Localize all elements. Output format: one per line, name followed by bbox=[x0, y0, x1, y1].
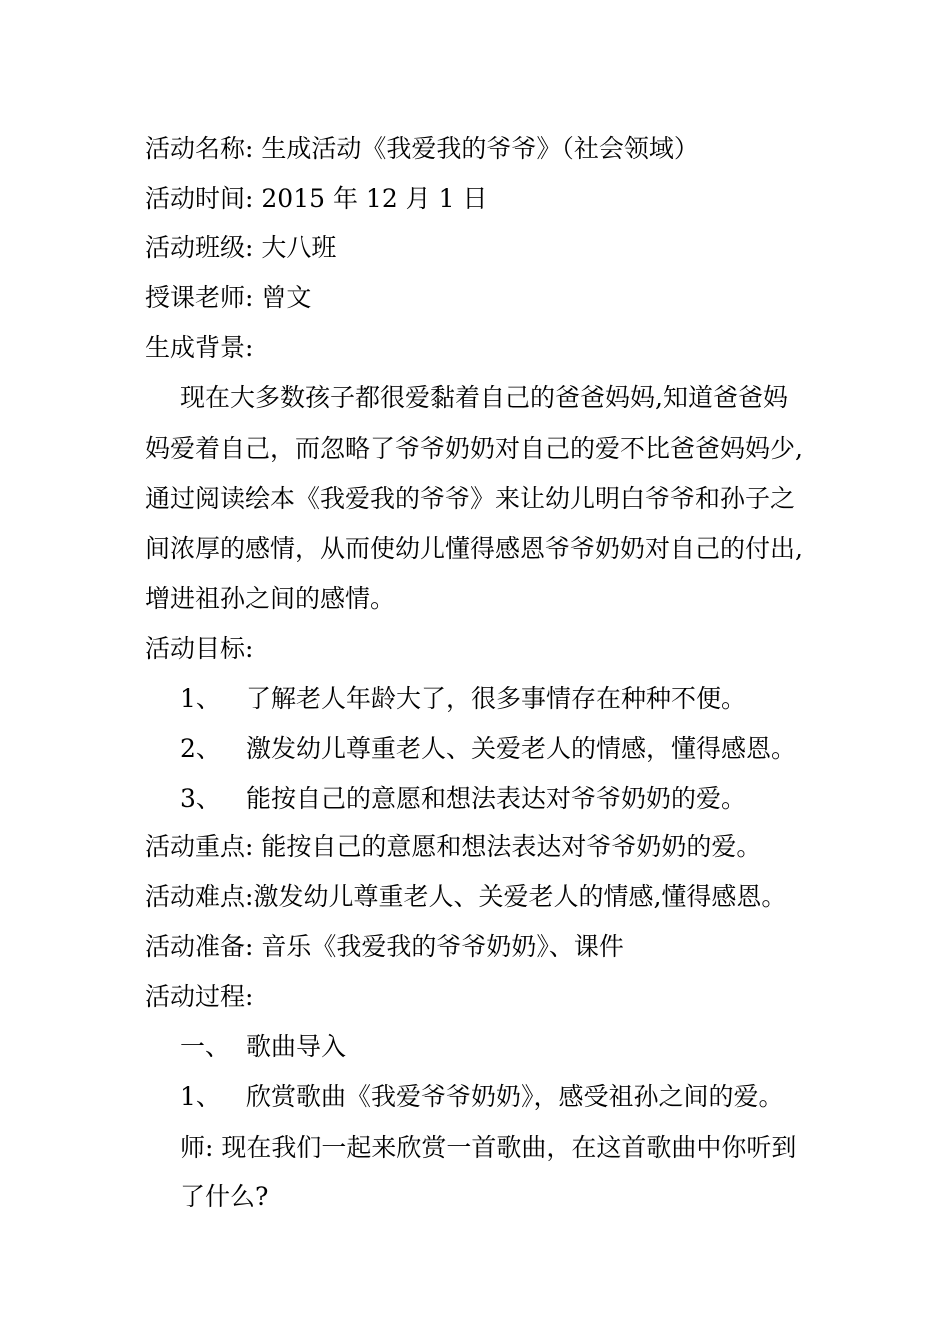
activity-class-label: 活动班级: bbox=[145, 233, 254, 262]
activity-class-line bbox=[145, 231, 336, 265]
activity-time-label: 活动时间: bbox=[145, 184, 254, 213]
difficulty-line bbox=[145, 880, 786, 914]
activity-name-value: 生成活动《我爱我的爷爷》（社会领域） bbox=[261, 134, 699, 163]
key-point-label: 活动重点: bbox=[145, 832, 254, 861]
activity-time-value: 2015 年 12 月 1 日 bbox=[261, 184, 488, 213]
goal-text: 能按自己的意愿和想法表达对爷爷奶奶的爱。 bbox=[246, 784, 747, 813]
goal-item bbox=[180, 732, 796, 766]
goal-number: 3、 bbox=[180, 784, 221, 813]
preparation-label: 活动准备: bbox=[145, 932, 254, 961]
section-title: 歌曲导入 bbox=[246, 1032, 347, 1061]
background-line: 增进祖孙之间的感情。 bbox=[145, 584, 396, 613]
teacher-label: 授课老师: bbox=[145, 283, 254, 312]
activity-class-value: 大八班 bbox=[261, 233, 337, 262]
process-section bbox=[180, 1030, 346, 1064]
difficulty-text: 激发幼儿尊重老人、关爱老人的情感,懂得感恩。 bbox=[253, 882, 787, 911]
teacher-value: 曾文 bbox=[261, 283, 312, 312]
teacher-speech-line: 师: 现在我们一起来欣赏一首歌曲，在这首歌曲中你听到 bbox=[180, 1133, 797, 1162]
goal-text: 了解老人年龄大了，很多事情存在种种不便。 bbox=[246, 684, 747, 713]
teacher-speech-line: 了什么? bbox=[180, 1182, 269, 1211]
background-line: 现在大多数孩子都很爱黏着自己的爸爸妈妈,知道爸爸妈 bbox=[180, 383, 788, 412]
goal-item bbox=[180, 782, 746, 816]
teacher-line bbox=[145, 281, 311, 315]
background-label: 生成背景: bbox=[145, 333, 254, 362]
process-step bbox=[180, 1080, 784, 1114]
activity-name-line bbox=[145, 132, 699, 166]
preparation-line bbox=[145, 930, 624, 964]
section-number: 一、 bbox=[180, 1032, 231, 1061]
goal-number: 2、 bbox=[180, 734, 221, 763]
background-line: 妈爱着自己，而忽略了爷爷奶奶对自己的爱不比爸爸妈妈少, bbox=[145, 434, 803, 463]
activity-time-line bbox=[145, 182, 487, 216]
key-point-text: 能按自己的意愿和想法表达对爷爷奶奶的爱。 bbox=[261, 832, 762, 861]
difficulty-label: 活动难点: bbox=[145, 882, 254, 911]
background-line: 通过阅读绘本《我爱我的爷爷》来让幼儿明白爷爷和孙子之 bbox=[145, 484, 796, 513]
goal-text: 激发幼儿尊重老人、关爱老人的情感，懂得感恩。 bbox=[246, 734, 797, 763]
goal-number: 1、 bbox=[180, 684, 221, 713]
background-line: 间浓厚的感情，从而使幼儿懂得感恩爷爷奶奶对自己的付出, bbox=[145, 534, 803, 563]
process-label: 活动过程: bbox=[145, 982, 254, 1011]
key-point-line bbox=[145, 830, 761, 864]
goals-label: 活动目标: bbox=[145, 634, 254, 663]
step-number: 1、 bbox=[180, 1082, 221, 1111]
goal-item bbox=[180, 682, 746, 716]
step-text: 欣赏歌曲《我爱爷爷奶奶》，感受祖孙之间的爱。 bbox=[246, 1082, 784, 1111]
preparation-text: 音乐《我爱我的爷爷奶奶》、课件 bbox=[261, 932, 624, 961]
activity-name-label: 活动名称: bbox=[145, 134, 254, 163]
